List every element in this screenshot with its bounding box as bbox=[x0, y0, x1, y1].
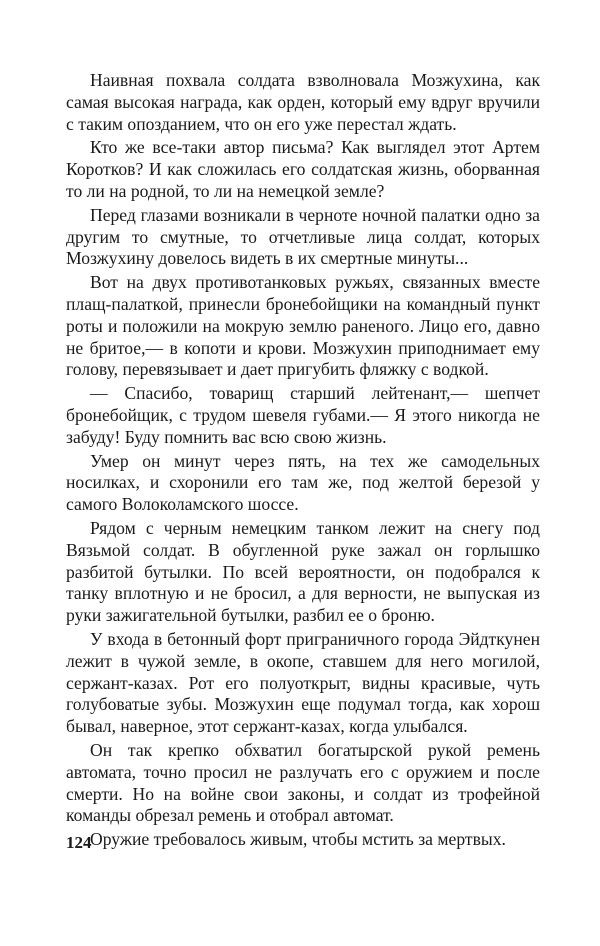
paragraph-7: Рядом с черным немецким танком лежит на снегу под Вязьмой солдат. В обугленной руке зажал он горлышко разбитой бутылки. По всей вероятности, он подобрался к танку вплотную и не бросил, а для верности, не выпуская из руки зажигательной бутылки, разбил ее о броню. bbox=[66, 517, 540, 626]
paragraph-5: — Спасибо, товарищ старший лейтенант,— шепчет бронебойщик, с трудом шевеля губами.— Я этого никогда не забуду! Буду помнить вас всю свою жизнь. bbox=[66, 383, 540, 447]
paragraph-10: Оружие требовалось живым, чтобы мстить за мертвых. bbox=[90, 829, 506, 850]
paragraph-9: Он так крепко обхватил богатырской рукой ремень автомата, точно просил не разлучать его с оружием и после смерти. Но на войне свои законы, и солдат из трофейной команды обрезал ремень и отобрал автомат. bbox=[66, 739, 540, 826]
paragraph-6: Умер он минут через пять, на тех же самодельных носилках, и схоронили его там же, под желтой березой у самого Волоколамского шоссе. bbox=[66, 450, 540, 515]
paragraph-4: Вот на двух противотанковых ружьях, связанных вместе плащ-палаткой, принесли бронебойщики на командный пункт роты и положили на мокрую землю раненого. Лицо его, давно не бритое,— в копоти и крови. Мозжухин приподнимает ему голову, перевязывает и дает пригубить фляжку с водкой. bbox=[66, 272, 540, 380]
paragraph-2: Кто же все-таки автор письма? Как выглядел этот Артем Коротков? И как сложилась его солдатская жизнь, оборванная то ли на родной, то ли на немецкой земле? bbox=[66, 137, 540, 201]
paragraph-3: Перед глазами возникали в черноте ночной палатки одно за другим то смутные, то отчетливые лица солдат, которых Мозжухину довелось видеть в их смертные минуты... bbox=[66, 204, 540, 269]
page-number: 124 bbox=[66, 833, 92, 852]
paragraph-1: Наивная похвала солдата взволновала Мозжухина, как самая высокая награда, как орден, который ему вдруг вручили с таким опозданием, что он его уже перестал ждать. bbox=[66, 70, 540, 134]
page-body bbox=[66, 70, 540, 853]
paragraph-8: У входа в бетонный форт приграничного города Эйдткунен лежит в чужой земле, в окопе, ставшем для него могилой, сержант-казах. Рот его полуоткрыт, видны красивые, чуть голубоватые зубы. Мозжухин еще подумал тогда, как хорош бывал, наверное, этот сержант-казах, когда улыбался. bbox=[66, 628, 540, 737]
